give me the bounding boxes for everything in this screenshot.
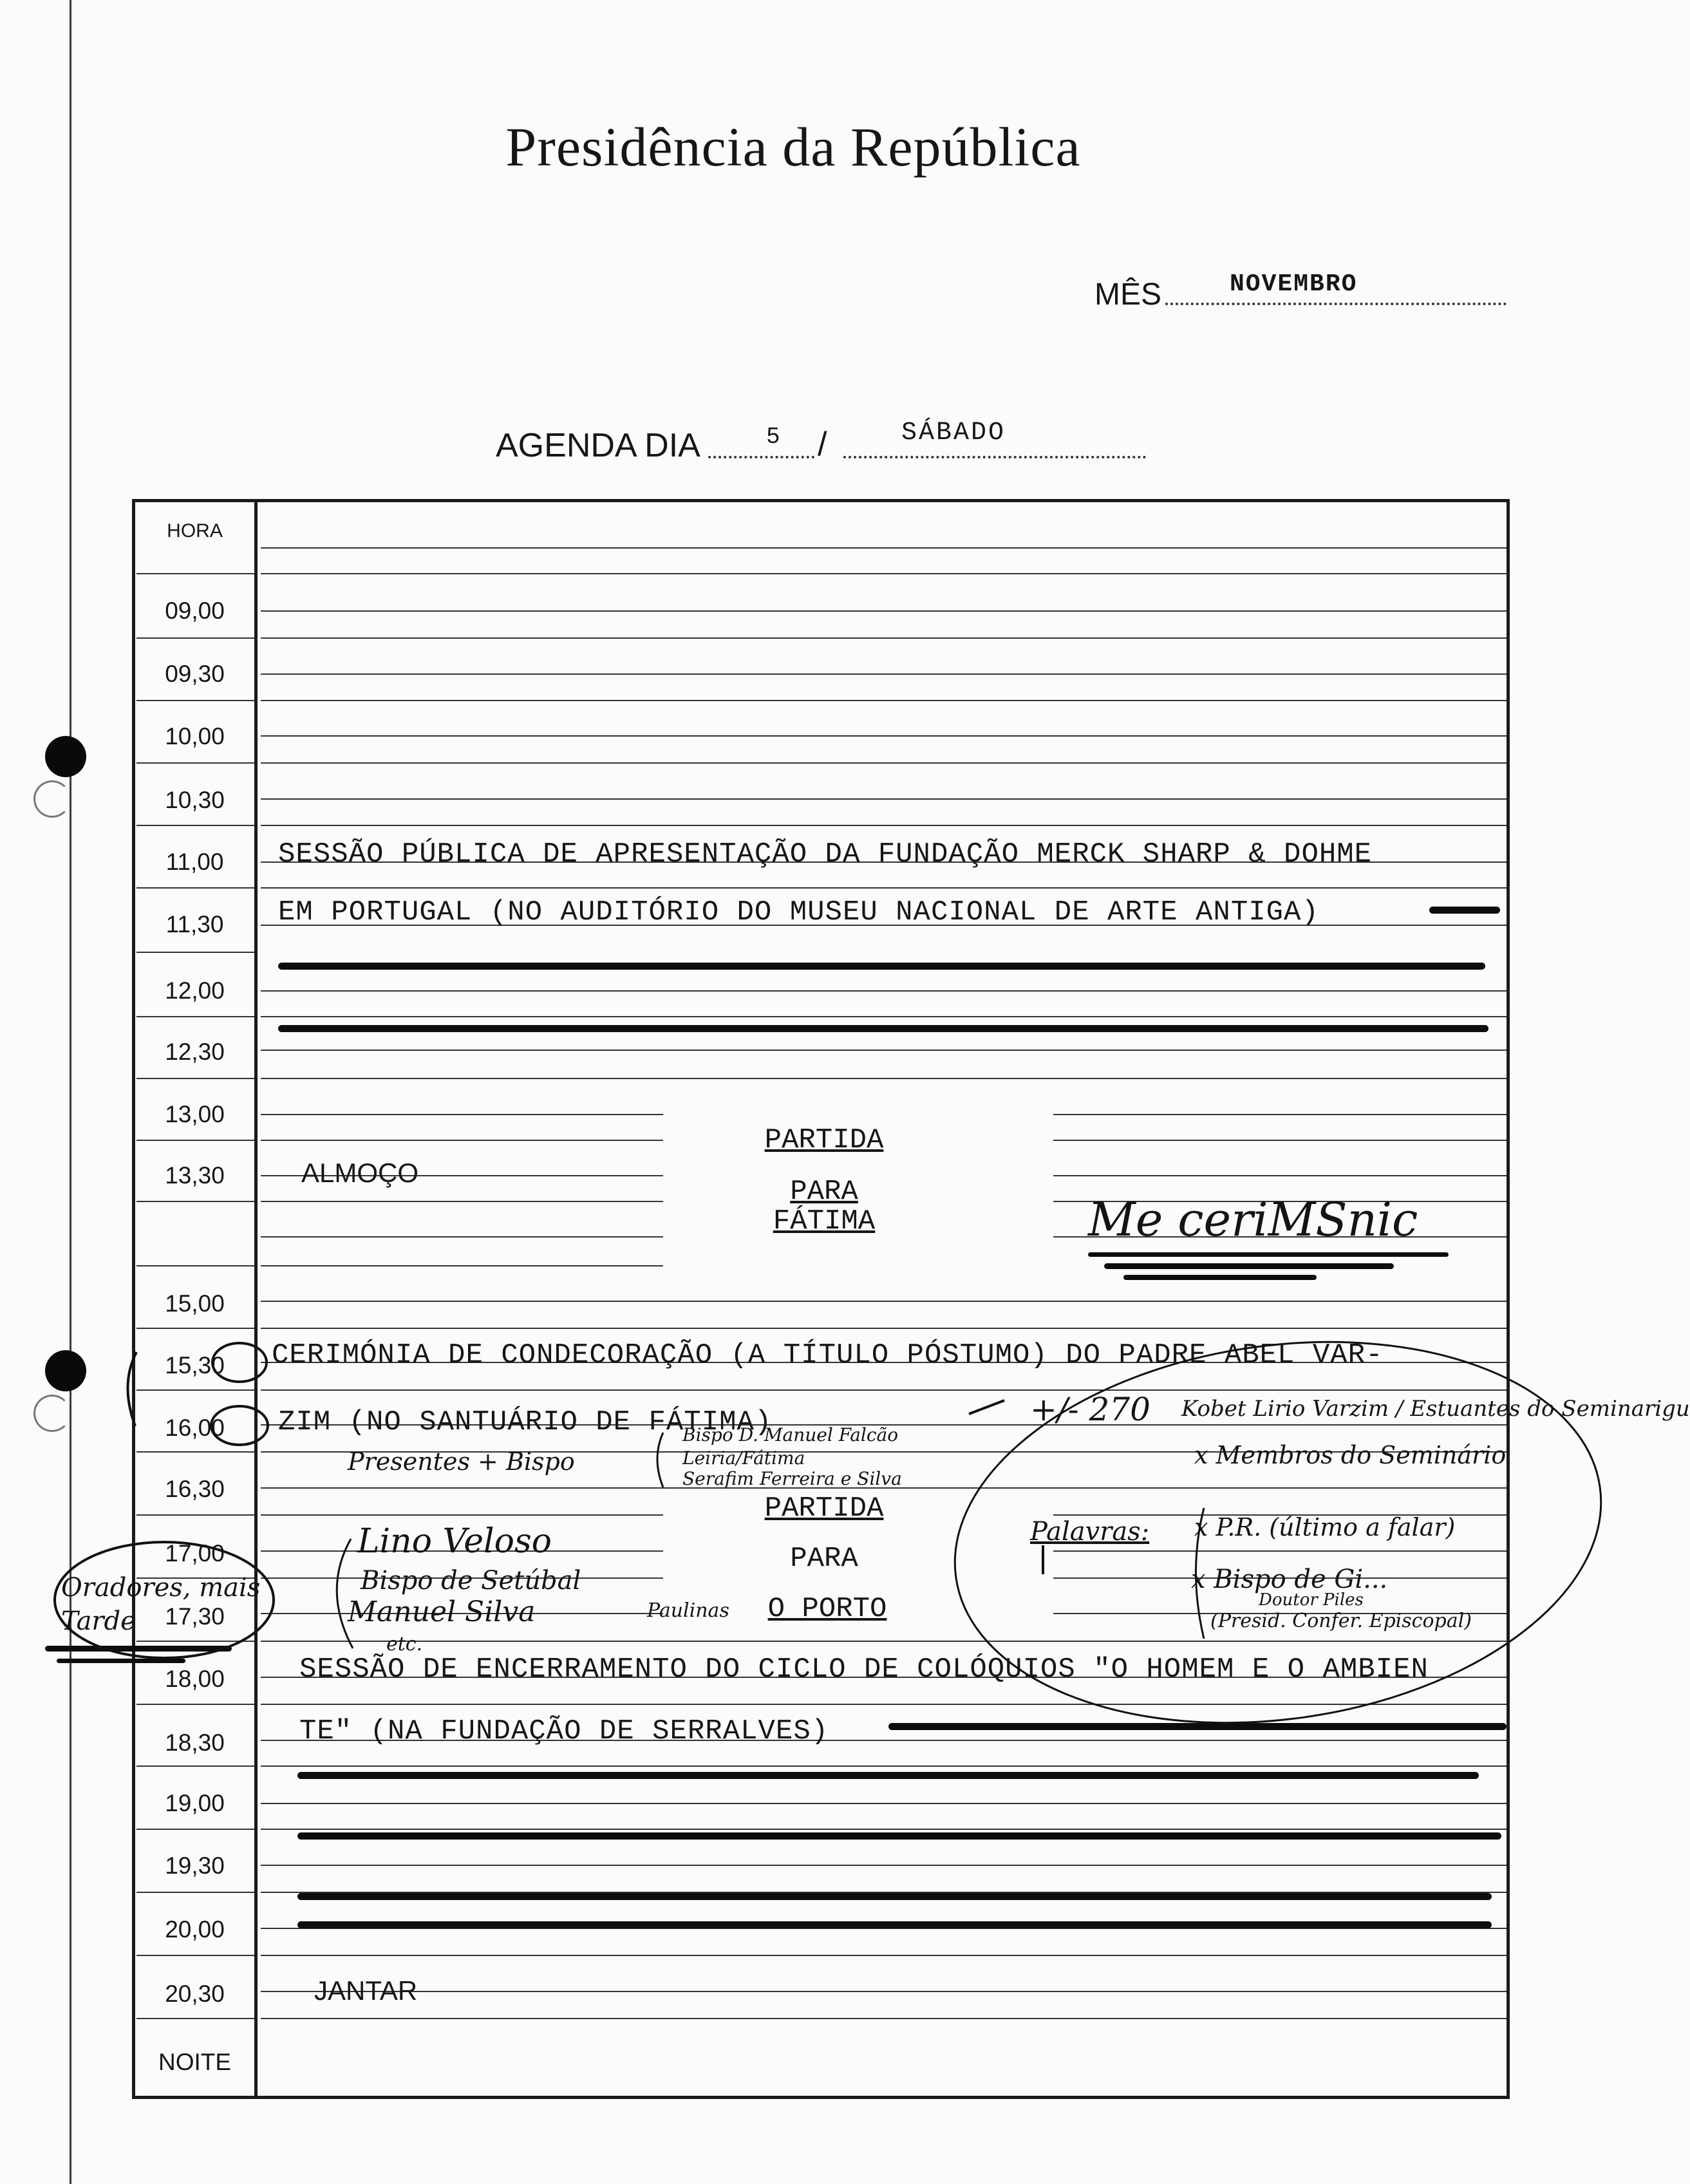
event-session2-line1: SESSÃO DE ENCERRAMENTO DO CICLO DE COLÓQUIOS "O HOMEM E O AMBIEN <box>299 1653 1429 1686</box>
month-value: NOVEMBRO <box>1230 270 1358 298</box>
hour-label: 10,30 <box>165 787 225 813</box>
hour-label: 16,00 <box>165 1415 225 1441</box>
event-departure2-label: PARTIDA <box>764 1492 884 1525</box>
agenda-weekday: SÁBADO <box>901 419 1006 447</box>
handwritten-bishop-3: Serafim Ferreira e Silva <box>682 1468 902 1489</box>
hour-label: 09,30 <box>165 661 225 687</box>
hour-label: NOITE <box>158 2049 232 2075</box>
hour-label: 11,00 <box>165 849 224 875</box>
handwritten-porto-4: etc. <box>386 1633 423 1655</box>
hour-label: 15,30 <box>165 1352 225 1379</box>
hour-label: 09,00 <box>165 598 225 624</box>
event-session1-line2: EM PORTUGAL (NO AUDITÓRIO DO MUSEU NACIONAL DE ARTE ANTIGA) <box>278 896 1319 928</box>
hour-label: 13,30 <box>165 1162 225 1189</box>
handwritten-bishop-1: Bispo D. Manuel Falcão <box>682 1424 899 1445</box>
hour-label: 12,30 <box>165 1039 225 1065</box>
hour-label: 10,00 <box>165 723 225 749</box>
handwritten-speaker-role: (Presid. Confer. Episcopal) <box>1210 1610 1472 1632</box>
handwritten-speakers-left: Oradores, mais Tarde <box>61 1573 261 1636</box>
event-departure2-destination: O PORTO <box>767 1593 887 1625</box>
event-ceremony-line1: CERIMÓNIA DE CONDECORAÇÃO (A TÍTULO PÓSTUMO) DO PADRE ABEL VAR- <box>272 1339 1384 1371</box>
handwritten-bishop-2: Leiria/Fátima <box>682 1447 805 1469</box>
handwritten-bracket <box>337 1539 353 1648</box>
event-lunch: ALMOÇO <box>301 1158 419 1188</box>
hour-label: 11,30 <box>165 911 224 937</box>
event-ceremony-line2: ZIM (NO SANTUÁRIO DE FÁTIMA) <box>278 1406 773 1438</box>
hour-label: 18,00 <box>165 1666 225 1692</box>
hour-label: 12,00 <box>165 977 225 1004</box>
hour-column-header: HORA <box>167 520 223 541</box>
event-session1-line1: SESSÃO PÚBLICA DE APRESENTAÇÃO DA FUNDAÇÃO MERCK SHARP & DOHME <box>278 838 1373 871</box>
hour-label: 15,00 <box>165 1290 225 1317</box>
handwritten-stroke <box>969 1400 1004 1414</box>
event-dinner: JANTAR <box>314 1975 418 2006</box>
event-departure-destination: FÁTIMA <box>773 1205 876 1238</box>
hour-label: 20,30 <box>165 1981 225 2007</box>
handwritten-porto-1: Lino Veloso <box>357 1522 552 1561</box>
agenda-separator: / <box>818 426 827 463</box>
page-title: Presidência da República <box>505 116 1081 178</box>
agenda-day-number: 5 <box>766 424 780 450</box>
circle-1600 <box>211 1406 268 1445</box>
handwritten-porto-2: Bispo de Setúbal <box>361 1566 581 1596</box>
handwritten-speaker-bishop: x Bispo de Gi... <box>1191 1565 1388 1594</box>
hour-label: 17,30 <box>165 1603 225 1630</box>
hour-label: 16,30 <box>165 1476 225 1502</box>
handwritten-oval <box>930 1303 1626 1763</box>
hour-label: 17,00 <box>165 1540 225 1567</box>
handwritten-seminary-members: x Membros do Seminário <box>1194 1441 1507 1469</box>
handwritten-speaker-pr: x P.R. (último a falar) <box>1194 1513 1456 1541</box>
hour-label: 18,30 <box>165 1729 225 1756</box>
circle-1530 <box>212 1343 267 1382</box>
handwritten-ceremony-note: Me ceriMSnic <box>1088 1192 1418 1247</box>
handwritten-oval-left <box>55 1542 274 1658</box>
handwritten-attendees-count: +/- 270 <box>1030 1391 1150 1428</box>
handwritten-porto-3: Manuel Silva <box>348 1596 536 1628</box>
hour-label: 13,00 <box>165 1101 225 1127</box>
handwritten-porto-5: Paulinas <box>647 1599 729 1622</box>
margin-bracket <box>127 1352 136 1426</box>
handwritten-speaker-names: Doutor Piles <box>1259 1590 1364 1610</box>
handwritten-present-label: Presentes + Bispo <box>348 1447 575 1476</box>
handwritten-brace <box>657 1433 663 1487</box>
agenda-day-label: AGENDA DIA <box>496 427 700 464</box>
event-departure-to: PARA <box>790 1176 858 1208</box>
month-label: MÊS <box>1094 278 1162 312</box>
handwritten-bracket <box>1196 1508 1205 1639</box>
handwritten-speakers-label: Palavras: <box>1030 1517 1150 1547</box>
hour-label: 19,30 <box>165 1852 225 1879</box>
hour-label: 20,00 <box>165 1916 225 1943</box>
event-departure-label: PARTIDA <box>764 1124 884 1156</box>
event-session2-line2: TE" (NA FUNDAÇÃO DE SERRALVES) <box>299 1715 829 1747</box>
handwritten-attendees-note: Kobet Lirio Varzim / Estuantes do Seminarigu <box>1181 1396 1690 1422</box>
event-departure2-to: PARA <box>790 1543 858 1575</box>
hour-label: 19,00 <box>165 1790 225 1816</box>
